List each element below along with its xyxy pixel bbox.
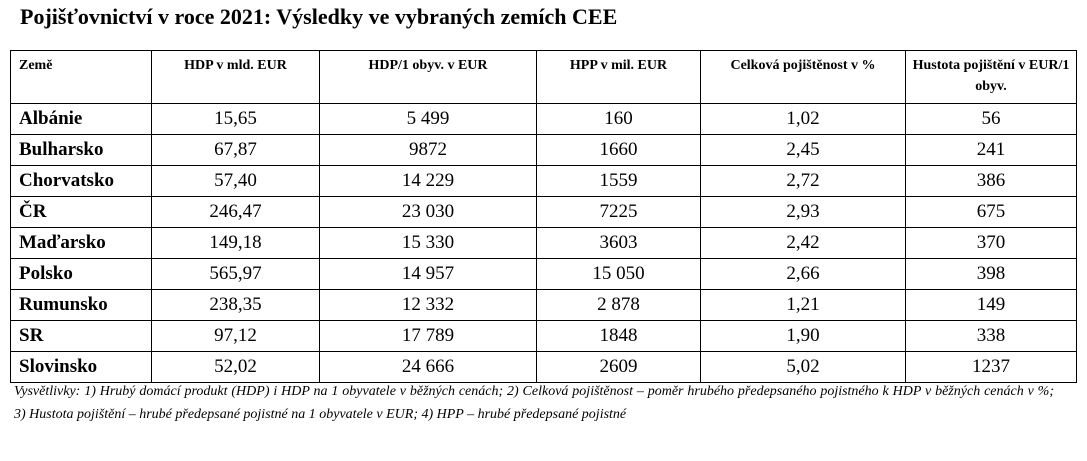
gdp-cell: 238,35 [152,290,320,321]
gdp-per-capita-cell: 9872 [320,135,537,166]
gdp-cell: 149,18 [152,228,320,259]
gdp-cell: 246,47 [152,197,320,228]
gdp-per-capita-cell: 14 229 [320,166,537,197]
gdp-per-capita-cell: 15 330 [320,228,537,259]
country-cell: Chorvatsko [11,166,152,197]
gdp-per-capita-cell: 12 332 [320,290,537,321]
density-cell: 675 [906,197,1077,228]
gross-premiums-cell: 15 050 [537,259,701,290]
penetration-cell: 2,66 [701,259,906,290]
header-gross-premiums: HPP v mil. EUR [537,51,701,104]
density-cell: 241 [906,135,1077,166]
gdp-cell: 52,02 [152,352,320,383]
header-gdp-per-capita: HDP/1 obyv. v EUR [320,51,537,104]
header-gdp: HDP v mld. EUR [152,51,320,104]
country-cell: Polsko [11,259,152,290]
country-cell: Bulharsko [11,135,152,166]
gdp-cell: 57,40 [152,166,320,197]
gross-premiums-cell: 3603 [537,228,701,259]
table-row [11,259,1077,290]
gdp-cell: 97,12 [152,321,320,352]
header-country: Země [11,51,152,104]
table-row [11,228,1077,259]
density-cell: 386 [906,166,1077,197]
table-row [11,290,1077,321]
gdp-cell: 15,65 [152,104,320,135]
gdp-cell: 67,87 [152,135,320,166]
gross-premiums-cell: 160 [537,104,701,135]
gdp-per-capita-cell: 5 499 [320,104,537,135]
country-cell: ČR [11,197,152,228]
country-cell: Rumunsko [11,290,152,321]
table-row [11,352,1077,383]
page-title: Pojišťovnictví v roce 2021: Výsledky ve vybraných zemích CEE [20,4,618,29]
footnote: Vysvětlivky: 1) Hrubý domácí produkt (HDP) i HDP na 1 obyvatele v běžných cenách; 2) Celková pojištěnost – poměr hrubého předepsaného pojistného k HDP v běžných cenách v %; 3) Hustota pojištění – hrubé předepsané pojistné na 1 obyvatele v EUR; 4) HPP – hrubé předepsané pojistné [14,384,1054,422]
data-table [10,50,1077,383]
gdp-cell: 565,97 [152,259,320,290]
table-row [11,104,1077,135]
penetration-cell: 2,93 [701,197,906,228]
country-cell: Slovinsko [11,352,152,383]
penetration-cell: 1,90 [701,321,906,352]
penetration-cell: 2,72 [701,166,906,197]
penetration-cell: 1,21 [701,290,906,321]
gdp-per-capita-cell: 23 030 [320,197,537,228]
penetration-cell: 5,02 [701,352,906,383]
table-row [11,166,1077,197]
penetration-cell: 2,45 [701,135,906,166]
penetration-cell: 2,42 [701,228,906,259]
gdp-per-capita-cell: 17 789 [320,321,537,352]
density-cell: 398 [906,259,1077,290]
density-cell: 1237 [906,352,1077,383]
header-insurance-penetration: Celková pojištěnost v % [701,51,906,104]
gdp-per-capita-cell: 14 957 [320,259,537,290]
gross-premiums-cell: 2 878 [537,290,701,321]
country-cell: Maďarsko [11,228,152,259]
table-row [11,321,1077,352]
header-row [11,51,1077,104]
density-cell: 370 [906,228,1077,259]
country-cell: Albánie [11,104,152,135]
density-cell: 149 [906,290,1077,321]
country-cell: SR [11,321,152,352]
table-row [11,135,1077,166]
header-insurance-density: Hustota pojištění v EUR/1 obyv. [906,51,1077,104]
table-row [11,197,1077,228]
density-cell: 338 [906,321,1077,352]
gross-premiums-cell: 7225 [537,197,701,228]
gross-premiums-cell: 1559 [537,166,701,197]
density-cell: 56 [906,104,1077,135]
gross-premiums-cell: 1848 [537,321,701,352]
gross-premiums-cell: 2609 [537,352,701,383]
penetration-cell: 1,02 [701,104,906,135]
gross-premiums-cell: 1660 [537,135,701,166]
gdp-per-capita-cell: 24 666 [320,352,537,383]
